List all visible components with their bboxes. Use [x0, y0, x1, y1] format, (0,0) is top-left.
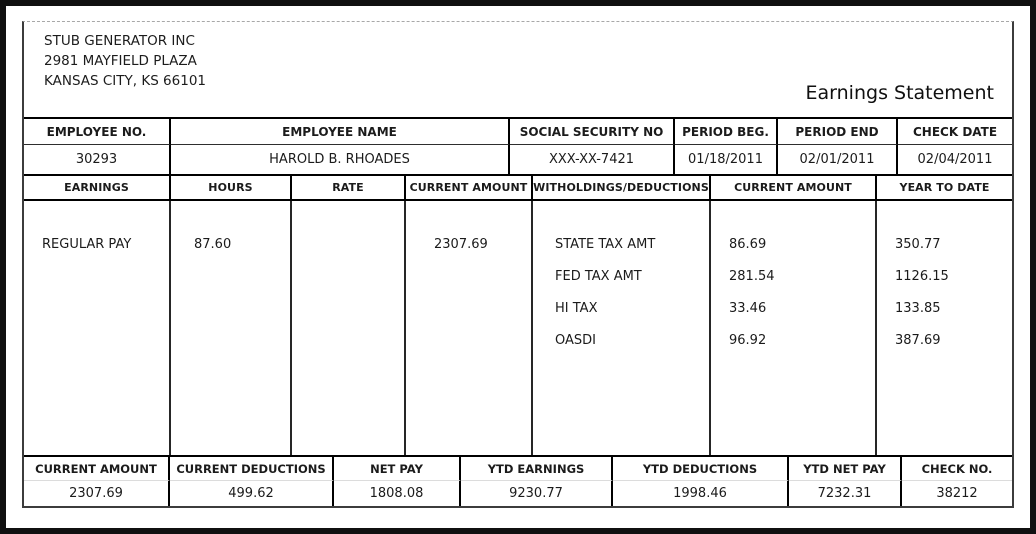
summary-net-pay-label: NET PAY [334, 457, 461, 481]
period-end-label: PERIOD END [778, 119, 898, 145]
social-security-label: SOCIAL SECURITY NO [510, 119, 675, 145]
period-beg-value: 01/18/2011 [675, 145, 778, 174]
summary-current-amount-label: CURRENT AMOUNT [24, 457, 170, 481]
earnings-header-row [24, 174, 1012, 201]
deduction-current-amount: 33.46 [729, 301, 767, 316]
summary-ytd-earnings-value: 9230.77 [461, 481, 613, 506]
deduction-name: HI TAX [555, 301, 598, 316]
summary-ytd-deductions-label: YTD DEDUCTIONS [613, 457, 789, 481]
earnings-row-current-amount: 2307.69 [434, 237, 488, 252]
summary-check-no-label: CHECK NO. [902, 457, 1012, 481]
company-address-block [44, 31, 206, 91]
summary-ytd-net-pay-label: YTD NET PAY [789, 457, 902, 481]
rate-col-header: RATE [292, 176, 406, 201]
deduction-year-to-date: 350.77 [895, 237, 941, 252]
stub-body [22, 21, 1014, 508]
deduction-current-amount: 86.69 [729, 237, 767, 252]
employee-no-value: 30293 [24, 145, 171, 174]
company-address-line2: KANSAS CITY, KS 66101 [44, 73, 207, 89]
deduction-name: STATE TAX AMT [555, 237, 656, 252]
summary-current-deductions-label: CURRENT DEDUCTIONS [170, 457, 334, 481]
period-end-value: 02/01/2011 [778, 145, 898, 174]
employee-name-value: HAROLD B. RHOADES [171, 145, 510, 174]
rate-column [292, 201, 406, 455]
summary-check-no-value: 38212 [936, 486, 978, 501]
check-date-value: 02/04/2011 [917, 152, 993, 167]
period-beg-label: PERIOD BEG. [675, 119, 778, 145]
earnings-row-name: REGULAR PAY [42, 237, 132, 252]
summary-ytd-earnings-label: YTD EARNINGS [461, 457, 613, 481]
deductions-current-amount-column [711, 201, 877, 455]
earnings-table-body [24, 201, 1012, 455]
deductions-name-column [533, 201, 711, 455]
statement-title: Earnings Statement [805, 82, 994, 104]
summary-current-deductions-value: 499.62 [170, 481, 334, 506]
deduction-current-amount-col-header: CURRENT AMOUNT [711, 176, 877, 201]
witholdings-deductions-col-header: WITHOLDINGS/DEDUCTIONS [533, 176, 711, 201]
earnings-col-header: EARNINGS [24, 176, 171, 201]
hours-column [171, 201, 292, 455]
company-address-line1: 2981 MAYFIELD PLAZA [44, 53, 197, 69]
deductions-ytd-column [877, 201, 1012, 455]
company-header [24, 22, 1012, 117]
summary-ytd-net-pay-value: 7232.31 [789, 481, 902, 506]
deduction-year-to-date: 387.69 [895, 333, 941, 348]
summary-value-row [24, 481, 1012, 506]
summary-current-amount-value: 2307.69 [24, 481, 170, 506]
employee-info-value-row [24, 145, 1012, 174]
deduction-current-amount: 96.92 [729, 333, 767, 348]
social-security-value: XXX-XX-7421 [510, 145, 675, 174]
earnings-column [24, 201, 171, 455]
deduction-name: OASDI [555, 333, 596, 348]
current-amount-col-header: CURRENT AMOUNT [406, 176, 533, 201]
deduction-year-to-date: 1126.15 [895, 269, 949, 284]
deduction-name: FED TAX AMT [555, 269, 642, 284]
current-amount-column [406, 201, 533, 455]
earnings-row-rate [314, 229, 404, 261]
hours-col-header: HOURS [171, 176, 292, 201]
year-to-date-col-header: YEAR TO DATE [877, 176, 1012, 201]
earnings-row-hours: 87.60 [194, 237, 232, 252]
deduction-current-amount: 281.54 [729, 269, 775, 284]
summary-ytd-deductions-value: 1998.46 [613, 481, 789, 506]
employee-name-label: EMPLOYEE NAME [171, 119, 510, 145]
company-name: STUB GENERATOR INC [44, 33, 195, 49]
summary-label-row [24, 455, 1012, 481]
employee-info-label-row [24, 117, 1012, 145]
check-date-label: CHECK DATE [898, 119, 1012, 145]
deduction-year-to-date: 133.85 [895, 301, 941, 316]
employee-no-label: EMPLOYEE NO. [24, 119, 171, 145]
summary-net-pay-value: 1808.08 [334, 481, 461, 506]
